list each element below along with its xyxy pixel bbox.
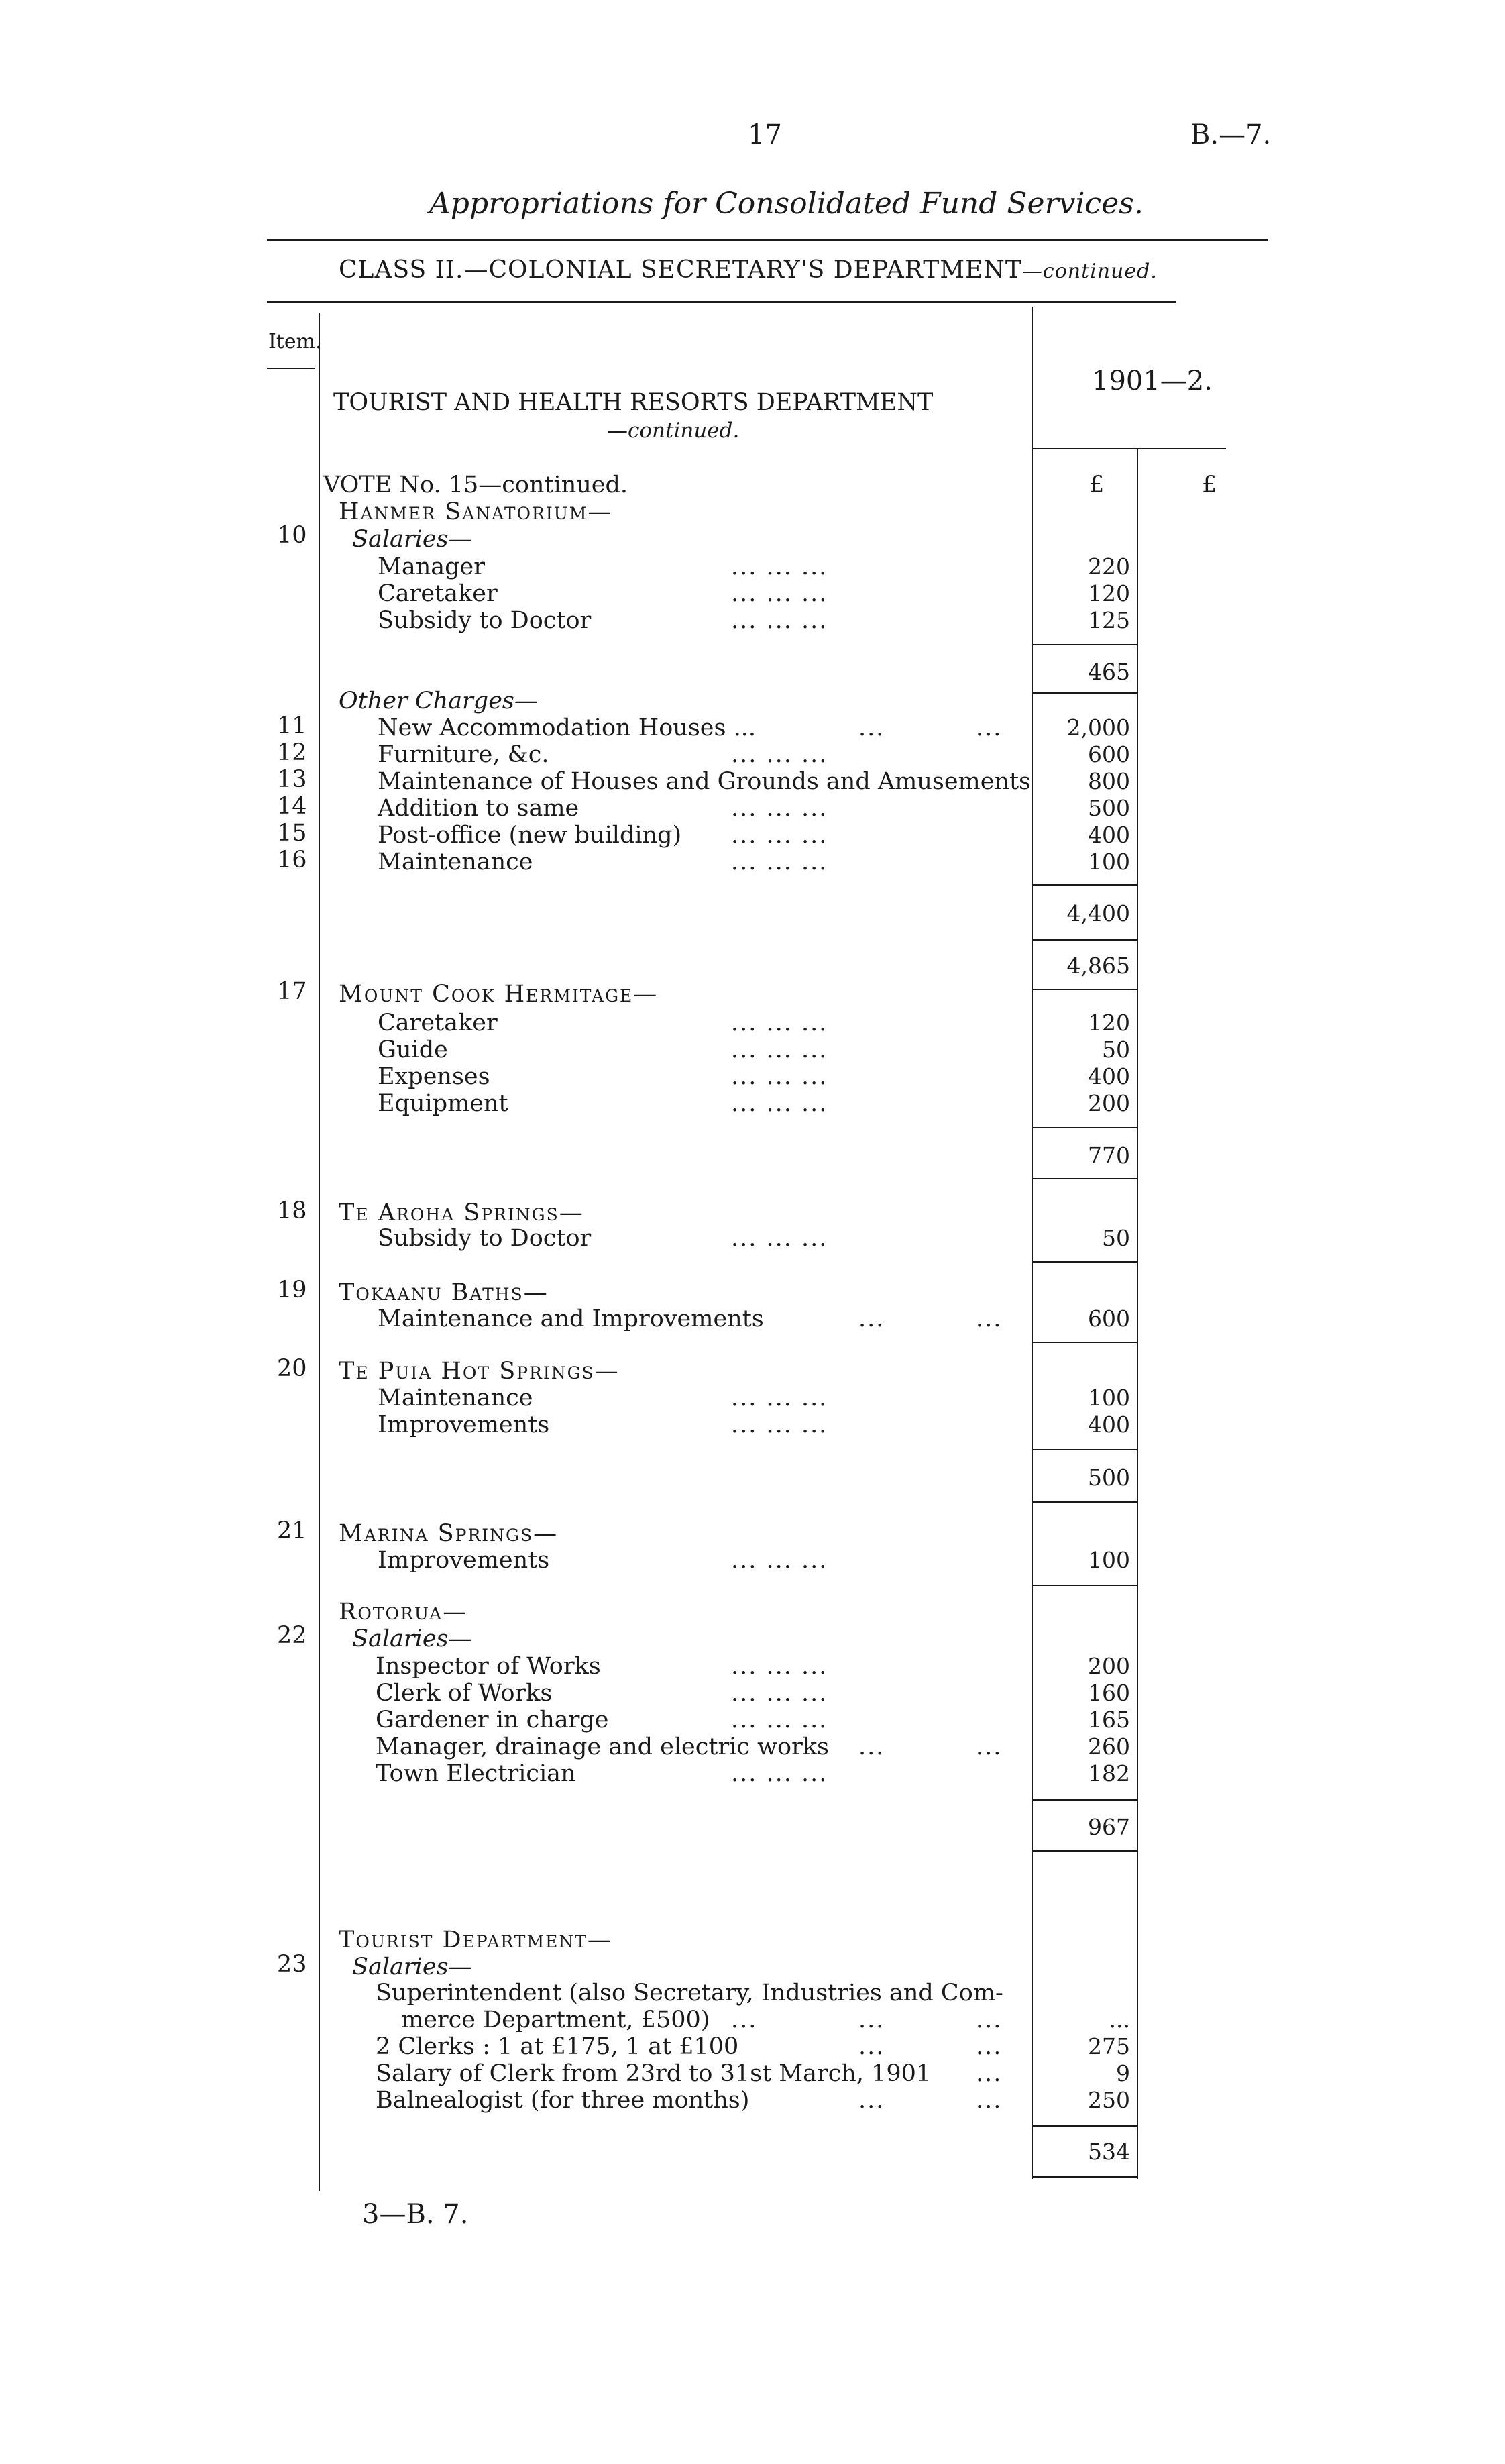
line-amount: 275 (1088, 2033, 1130, 2059)
item-column-divider (319, 313, 320, 2191)
page-title: Appropriations for Consolidated Fund Services. (429, 186, 1144, 221)
line-label: Equipment (378, 1090, 508, 1117)
item-header-rule (267, 368, 315, 369)
subheading-salaries: Salaries— (352, 1625, 472, 1652)
vote-heading: VOTE No. 15—continued. (323, 472, 628, 498)
subtotal-rule (1032, 692, 1137, 694)
dot-leaders: ... ... ... (731, 1385, 828, 1411)
section-title-te-puia: Te Puia Hot Springs— (339, 1358, 620, 1385)
subtotal-rule (1032, 644, 1137, 645)
dot-leaders: ... ... ... (731, 553, 828, 580)
dot-leaders: ... ... ... (731, 1760, 828, 1787)
line-amount: 220 (1088, 553, 1130, 580)
item-number: 12 (277, 739, 307, 766)
subtotal-rule (1032, 2176, 1137, 2178)
class-heading-continued: —continued. (1021, 260, 1158, 283)
section-title-marina: Marina Springs— (339, 1520, 559, 1547)
line-label: Balnealogist (for three months) (376, 2087, 750, 2114)
dot-leaders: ... ... ... (731, 1680, 828, 1707)
item-number: 15 (277, 820, 307, 847)
subtotal-rule (1032, 2125, 1137, 2127)
item-number: 18 (277, 1197, 307, 1224)
amount-column-left-border (1032, 307, 1033, 2179)
line-label: Manager, drainage and electric works (376, 1733, 830, 1760)
subtotal-rule (1032, 1449, 1137, 1450)
dot-leaders: ... (858, 2087, 885, 2114)
dot-leaders: ... ... ... (731, 1653, 828, 1680)
item-column-header: Item. (268, 330, 322, 354)
class-heading (339, 256, 1158, 284)
line-amount: 50 (1102, 1225, 1130, 1251)
page-number: 17 (748, 119, 782, 150)
dot-leaders: ... (976, 1305, 1003, 1332)
item-number: 19 (277, 1277, 307, 1303)
dot-leaders: ... (976, 2060, 1003, 2087)
line-amount: 100 (1088, 1385, 1130, 1411)
line-amount: 9 (1116, 2060, 1130, 2086)
line-label: Maintenance (378, 1385, 533, 1411)
subtotal-rule (1032, 1261, 1137, 1263)
dot-leaders: ... ... ... (731, 1707, 828, 1733)
dot-leaders: ... (858, 2033, 885, 2060)
item-number: 11 (277, 712, 307, 739)
line-label: Gardener in charge (376, 1707, 609, 1733)
line-label: Addition to same (378, 795, 579, 822)
subtotal-amount: 770 (1088, 1142, 1130, 1169)
section-title-tokaanu: Tokaanu Baths— (339, 1279, 549, 1306)
line-label: Caretaker (378, 580, 498, 607)
dot-leaders: ... (976, 1733, 1003, 1760)
dot-leaders: ... (858, 2006, 885, 2033)
line-amount: 50 (1102, 1036, 1130, 1063)
dot-leaders: ... ... ... (731, 1010, 828, 1036)
subtotal-rule (1032, 1850, 1137, 1852)
dot-leaders: ... (976, 2006, 1003, 2033)
subtotal-rule (1032, 884, 1137, 886)
currency-symbol-2: £ (1202, 472, 1217, 498)
currency-symbol-1: £ (1089, 472, 1105, 498)
line-amount: ... (1109, 2006, 1130, 2033)
dot-leaders: ... ... ... (731, 1225, 828, 1252)
line-amount: 182 (1088, 1760, 1130, 1786)
line-amount: 800 (1088, 768, 1130, 794)
subtotal-rule (1032, 1178, 1137, 1179)
line-amount: 600 (1088, 1305, 1130, 1332)
dot-leaders: ... ... ... (731, 849, 828, 875)
line-amount: 160 (1088, 1680, 1130, 1706)
item-number: 13 (277, 766, 307, 793)
item-number: 22 (277, 1622, 307, 1649)
subtotal-amount: 534 (1088, 2139, 1130, 2165)
year-header-rule (1032, 448, 1226, 449)
dot-leaders: ... ... ... (731, 795, 828, 822)
item-number: 21 (277, 1517, 307, 1544)
line-label: Maintenance and Improvements (378, 1305, 764, 1332)
dot-leaders: ... ... ... (731, 580, 828, 607)
section-title-hanmer: Hanmer Sanatorium— (339, 498, 613, 525)
dot-leaders: ... ... ... (731, 1090, 828, 1117)
subtotal-amount: 465 (1088, 659, 1130, 685)
dot-leaders: ... ... ... (731, 1036, 828, 1063)
line-label: Salary of Clerk from 23rd to 31st March, 1901 (376, 2060, 932, 2087)
header-rule (267, 239, 1268, 241)
section-title-rotorua: Rotorua— (339, 1599, 468, 1625)
line-amount: 120 (1088, 1010, 1130, 1036)
line-label: Clerk of Works (376, 1680, 553, 1707)
subtotal-rule (1032, 1799, 1137, 1801)
line-label: Town Electrician (376, 1760, 576, 1787)
line-label: 2 Clerks : 1 at £175, 1 at £100 (376, 2033, 739, 2060)
line-amount: 165 (1088, 1707, 1130, 1733)
line-label: Subsidy to Doctor (378, 1225, 592, 1252)
dot-leaders: ... (976, 714, 1003, 741)
subtotal-rule (1032, 1501, 1137, 1503)
total-amount: 4,865 (1066, 953, 1130, 979)
line-amount: 500 (1088, 795, 1130, 821)
line-label: New Accommodation Houses ... (378, 714, 756, 741)
line-label: Maintenance of Houses and Grounds and Amusements (378, 768, 1032, 795)
line-amount: 200 (1088, 1090, 1130, 1116)
year-header: 1901—2. (1092, 366, 1213, 396)
line-amount: 200 (1088, 1653, 1130, 1679)
item-number: 16 (277, 847, 307, 873)
dot-leaders: ... ... ... (731, 741, 828, 768)
line-label: Post-office (new building) (378, 822, 682, 849)
subtotal-rule (1032, 989, 1137, 990)
line-label: Improvements (378, 1411, 550, 1438)
item-number: 17 (277, 978, 307, 1005)
dot-leaders: ... (976, 2033, 1003, 2060)
document-reference: B.—7. (1190, 119, 1272, 150)
dot-leaders: ... (858, 1305, 885, 1332)
line-label: Manager (378, 553, 485, 580)
dot-leaders: ... ... ... (731, 607, 828, 634)
line-amount: 250 (1088, 2087, 1130, 2113)
subtotal-amount: 4,400 (1066, 900, 1130, 926)
line-label: Inspector of Works (376, 1653, 601, 1680)
line-label: Superintendent (also Secretary, Industries and Com- (376, 1980, 1003, 2006)
dot-leaders: ... (731, 2006, 758, 2033)
line-label-continuation: merce Department, £500) (401, 2006, 710, 2033)
dot-leaders: ... ... ... (731, 1411, 828, 1438)
item-number: 23 (277, 1951, 307, 1978)
item-number: 14 (277, 793, 307, 820)
line-label: Subsidy to Doctor (378, 607, 592, 634)
subheading-other-charges: Other Charges— (339, 688, 538, 714)
subtotal-amount: 967 (1088, 1814, 1130, 1840)
item-number: 10 (277, 522, 307, 549)
line-amount: 600 (1088, 741, 1130, 767)
subtotal-amount: 500 (1088, 1464, 1130, 1491)
dot-leaders: ... ... ... (731, 822, 828, 849)
line-amount: 400 (1088, 822, 1130, 848)
section-title-tourist: Tourist Department— (339, 1927, 612, 1953)
line-amount: 100 (1088, 1547, 1130, 1573)
dot-leaders: ... (858, 1733, 885, 1760)
signature-mark: 3—B. 7. (362, 2199, 469, 2230)
line-amount: 2,000 (1066, 714, 1130, 741)
line-label: Improvements (378, 1547, 550, 1574)
line-label: Guide (378, 1036, 448, 1063)
department-title: TOURIST AND HEALTH RESORTS DEPARTMENT (333, 389, 934, 416)
subheading-salaries: Salaries— (352, 526, 472, 553)
department-continued: —continued. (607, 419, 740, 443)
line-amount: 100 (1088, 849, 1130, 875)
line-amount: 400 (1088, 1063, 1130, 1089)
section-title-mount-cook: Mount Cook Hermitage— (339, 981, 659, 1008)
subtotal-rule (1032, 1342, 1137, 1343)
subheading-salaries: Salaries— (352, 1953, 472, 1980)
subtotal-rule (1032, 939, 1137, 941)
line-label: Expenses (378, 1063, 490, 1090)
line-label: Furniture, &c. (378, 741, 549, 768)
subtotal-rule (1032, 1585, 1137, 1586)
line-amount: 120 (1088, 580, 1130, 606)
class-rule (267, 301, 1176, 303)
line-label: Maintenance (378, 849, 533, 875)
line-amount: 125 (1088, 607, 1130, 633)
subtotal-rule (1032, 1127, 1137, 1128)
line-amount: 400 (1088, 1411, 1130, 1438)
dot-leaders: ... (858, 714, 885, 741)
class-heading-text: CLASS II.—COLONIAL SECRETARY'S DEPARTMENT (339, 256, 1022, 284)
item-number: 20 (277, 1355, 307, 1382)
dot-leaders: ... ... ... (731, 1547, 828, 1574)
line-label: Caretaker (378, 1010, 498, 1036)
section-title-te-aroha: Te Aroha Springs— (339, 1199, 584, 1226)
dot-leaders: ... (976, 2087, 1003, 2114)
amount-column-divider (1137, 448, 1138, 2179)
line-amount: 260 (1088, 1733, 1130, 1760)
dot-leaders: ... ... ... (731, 1063, 828, 1090)
